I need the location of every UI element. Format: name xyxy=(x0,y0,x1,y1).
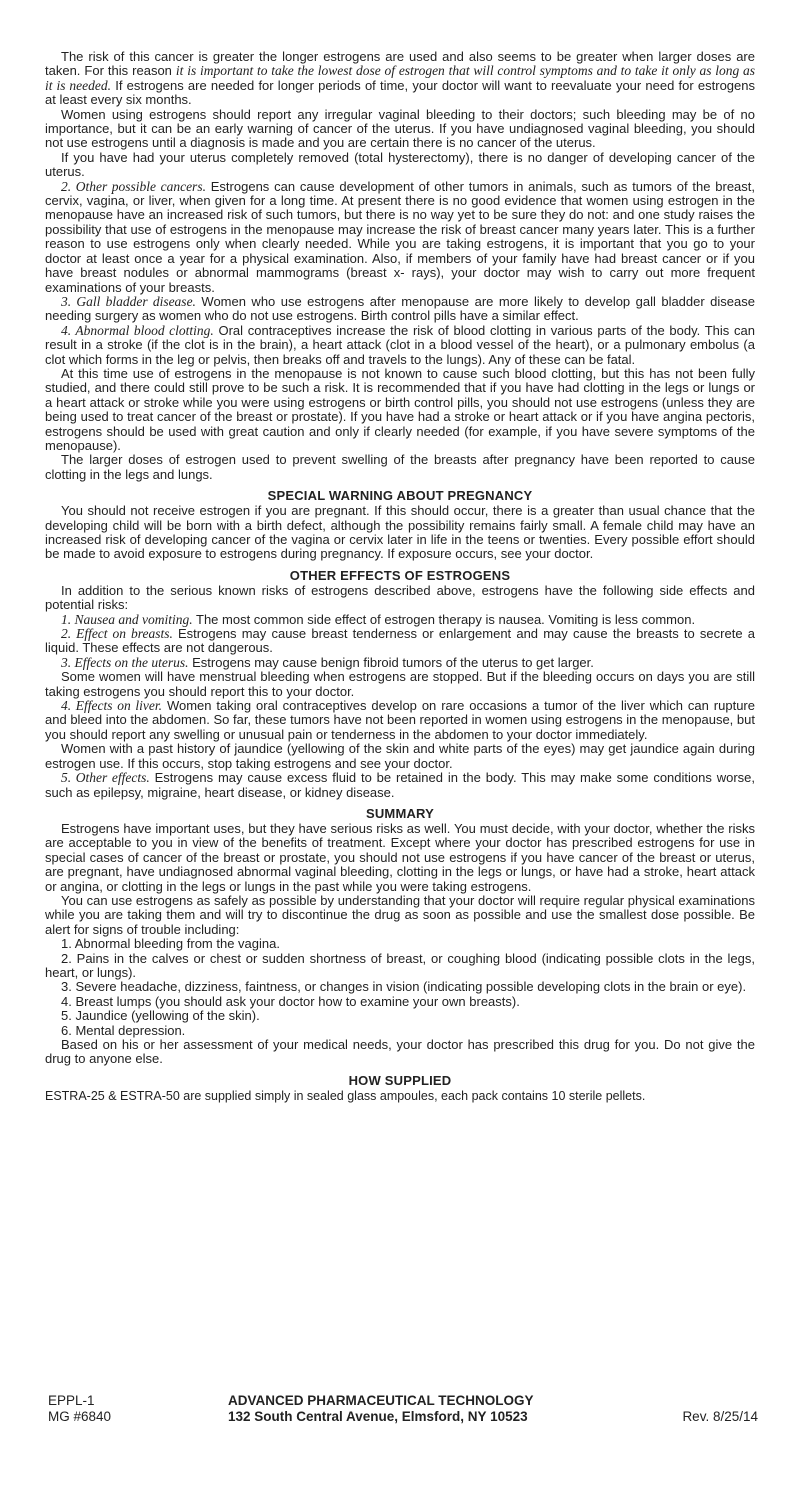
document-code: EPPL-1 xyxy=(48,1393,95,1408)
warning-sign-item: 3. Severe headache, dizziness, faintness, or changes in vision (indicating possible developing clots in the brain or eye). xyxy=(61,979,747,995)
clotting-paragraph: At this time use of estrogens in the menopause is not known to cause such blood clotting, but this has not been fully studied, and there could still prove to be such a risk. It is recommended that if you have had clotting in the legs or lungs or a heart attack or stroke while you were using estrogens or birth control pills, you should not use estrogens (unless they are being used to treat cancer of the breast or prostate). If you have had a stroke or heart attack or if you have angina pectoris, estrogens should be used with great caution and only if clearly needed (for example, if you have severe symptoms of the menopause). xyxy=(45,365,755,453)
jaundice-paragraph: Women with a past history of jaundice (yellowing of the skin and white parts of the eyes) may get jaundice again during estrogen use. If this occurs, stop taking estrogens and see your doctor. xyxy=(45,741,755,771)
intro-paragraph-2: Women using estrogens should report any irregular vaginal bleeding to their doctors; such bleeding may be of no importance, but it can be an early warning of cancer of the uterus. If you have undiagnosed vaginal bleeding, you should not use estrogens until a diagnosis is made and you are certain there is no cancer of the uterus. xyxy=(45,106,755,151)
risk-item-gall-bladder: 3. Gall bladder disease. Women who use estrogens after menopause are more likely to develop gall bladder disease needing surgery as women who do not use estrogens. Birth control pills have a similar effect. xyxy=(45,293,755,324)
summary-paragraph-3: Based on his or her assessment of your medical needs, your doctor has prescribed this drug for you. Do not give the drug to anyone else. xyxy=(45,1037,755,1067)
leaflet-body xyxy=(45,50,755,1103)
document-codes xyxy=(48,1393,111,1425)
intro-paragraph-3: If you have had your uterus completely removed (total hysterectomy), there is no danger of developing cancer of the uterus. xyxy=(45,149,755,180)
uterus-bleeding-paragraph: Some women will have menstrual bleeding when estrogens are stopped. But if the bleeding occurs on days you are still taking estrogens you should report this to your doctor. xyxy=(45,669,755,699)
effect-item-uterus: 3. Effects on the uterus. Estrogens may cause benign fibroid tumors of the uterus to get larger. xyxy=(61,654,594,670)
effect-item-liver: 4. Effects on liver. Women taking oral contraceptives develop on rare occasions a tumor of the liver which can rupture and bleed into the abdomen. So far, these tumors have not been reported in women using estrogens in the menopause, but you should report any swelling or unusual pain or tenderness in the abdomen to your doctor immediately. xyxy=(45,698,755,742)
company-name: ADVANCED PHARMACEUTICAL TECHNOLOGY xyxy=(228,1393,534,1408)
effect-item-other: 5. Other effects. Estrogens may cause excess fluid to be retained in the body. This may make some conditions worse, such as epilepsy, migraine, heart disease, or kidney disease. xyxy=(45,770,756,800)
warning-sign-item: 6. Mental depression. xyxy=(61,1022,186,1038)
effect-item-nausea: 1. Nausea and vomiting. The most common side effect of estrogen therapy is nausea. Vomiting is less common. xyxy=(61,611,696,627)
company-address: 132 South Central Avenue, Elmsford, NY 10523 xyxy=(228,1409,528,1424)
warning-sign-item: 1. Abnormal bleeding from the vagina. xyxy=(61,936,280,952)
how-supplied-text: ESTRA-25 & ESTRA-50 are supplied simply in sealed glass ampoules, each pack contains 10 sterile pellets. xyxy=(45,1088,646,1103)
summary-paragraph-1: Estrogens have important uses, but they have serious risks as well. You must decide, with your doctor, whether the risks are acceptable to you in view of the benefits of treatment. Except where your doctor has prescribed estrogens for use in special cases of cancer of the breast or prostate, you should not use estrogens if you have cancer of the breast or uterus, are pregnant, have undiagnosed abnormal vaginal bleeding, clotting in the legs or lungs, or have had a stroke, heart attack or angina, or clotting in the legs or lungs in the past while you were taking estrogens. xyxy=(45,820,755,894)
pregnancy-heading: SPECIAL WARNING ABOUT PREGNANCY xyxy=(267,488,533,504)
how-supplied-heading: HOW SUPPLIED xyxy=(348,1072,452,1088)
other-effects-heading: OTHER EFFECTS OF ESTROGENS xyxy=(289,567,511,583)
risk-item-blood-clotting: 4. Abnormal blood clotting. Oral contraceptives increase the risk of blood clotting in various parts of the body. This can result in a stroke (if the clot is in the brain), a heart attack (clot in a blood vessel of the heart), or a pulmonary embolus (a clot which forms in the leg or pelvis, then breaks off and travels to the lungs). Any of these can be fatal. xyxy=(45,322,755,367)
company-block xyxy=(228,1393,534,1425)
footer xyxy=(48,1393,758,1433)
risk-item-other-cancers: 2. Other possible cancers. Estrogens can cause development of other tumors in animals, such as tumors of the breast, cervix, vagina, or liver, when given for a long time. At present there is no good evidence that women using estrogen in the menopause have an increased risk of such tumors, but there is no way yet to be sure they do not: and one study raises the possibility that use of estrogens in the menopause may increase the risk of breast cancer many years later. This is a further reason to use estrogens only when clearly needed. While you are taking estrogens, it is important that you go to your doctor at least once a year for a physical examination. Also, if members of your family have had breast cancer or if you have breast nodules or abnormal mammograms (breast x- rays), your doctor may wish to carry out more frequent examinations of your breasts. xyxy=(45,178,755,295)
pregnancy-paragraph: You should not receive estrogen if you are pregnant. If this should occur, there is a greater than usual chance that the developing child will be born with a birth defect, although the possibility remains fairly small. A female child may have an increased risk of developing cancer of the vagina or cervix later in life in the teens or twenties. Every possible effort should be made to avoid exposure to estrogens during pregnancy. If exposure occurs, see your doctor. xyxy=(45,503,755,562)
other-effects-intro: In addition to the serious known risks of estrogens described above, estrogens have the following side effects and potential risks: xyxy=(45,582,755,613)
warning-sign-item: 5. Jaundice (yellowing of the skin). xyxy=(61,1008,260,1024)
mg-code: MG #6840 xyxy=(48,1409,112,1424)
larger-doses-paragraph: The larger doses of estrogen used to prevent swelling of the breasts after pregnancy have been reported to cause clotting in the legs and lungs. xyxy=(45,452,755,482)
effect-item-breasts: 2. Effect on breasts. Estrogens may cause breast tenderness or enlargement and may cause the breasts to secrete a liquid. These effects are not dangerous. xyxy=(45,626,755,656)
revision-date: Rev. 8/25/14 xyxy=(682,1409,758,1424)
warning-sign-item: 4. Breast lumps (you should ask your doctor how to examine your own breasts). xyxy=(61,993,520,1009)
summary-heading: SUMMARY xyxy=(365,805,435,821)
warning-sign-item: 2. Pains in the calves or chest or sudden shortness of breast, or coughing blood (indicating possible clots in the legs, heart, or lungs). xyxy=(45,950,755,980)
intro-paragraph-1: The risk of this cancer is greater the longer estrogens are used and also seems to be greater when larger doses are taken. For this reason it is important to take the lowest dose of estrogen that will control symptoms and to take it only as long as it is needed. If estrogens are needed for longer periods of time, your doctor will want to reevaluate your need for estrogens at least every six months. xyxy=(45,49,756,108)
summary-paragraph-2: You can use estrogens as safely as possible by understanding that your doctor will require regular physical examinations while you are taking them and will try to discontinue the drug as soon as possible and use the smallest dose possible. Be alert for signs of trouble including: xyxy=(45,892,755,937)
